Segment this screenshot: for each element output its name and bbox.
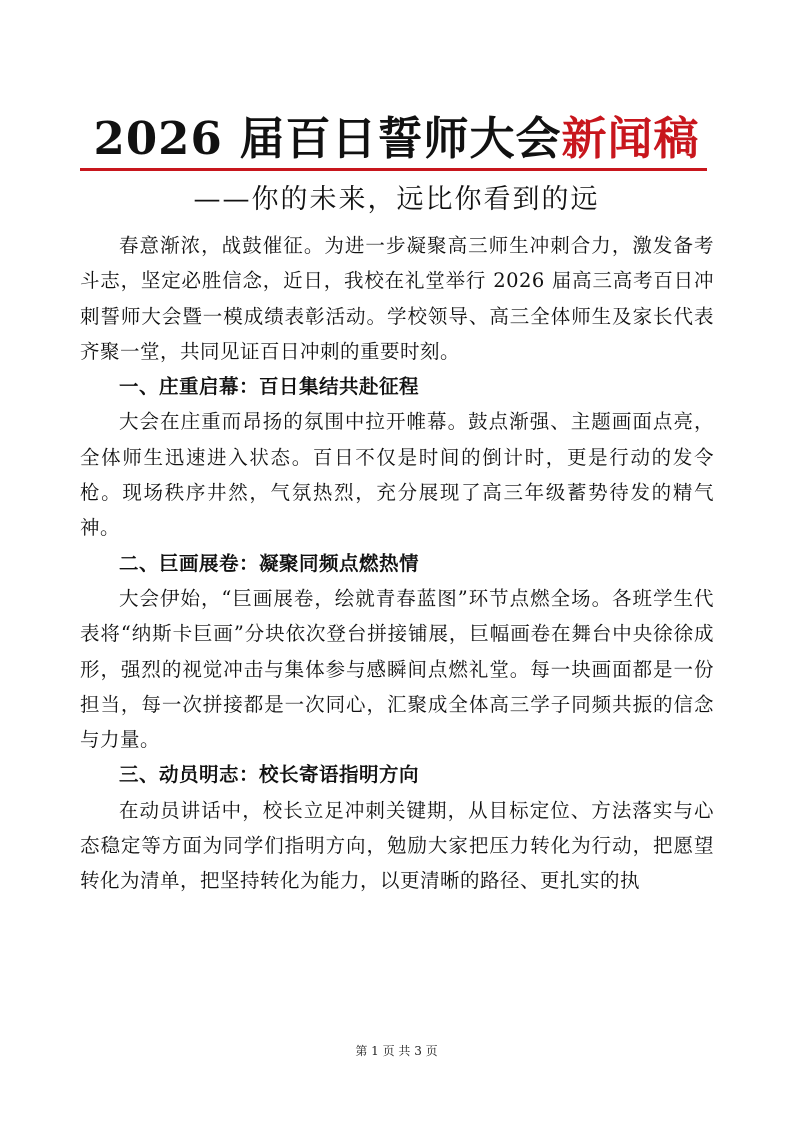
- page-title: [0, 110, 793, 168]
- section-paragraph-3: 在动员讲话中，校长立足冲刺关键期，从目标定位、方法落实与心态稳定等方面为同学们指明方向，勉励大家把压力转化为行动，把愿望转化为清单，把坚持转化为能力，以更清晰的路径、更扎实的执: [80, 798, 714, 893]
- title-main-text: 2026 届百日誓师大会: [93, 112, 562, 165]
- page-subtitle: ——你的未来，远比你看到的远: [193, 184, 600, 215]
- section-paragraph-2: 大会伊始，“巨画展卷，绘就青春蓝图”环节点燃全场。各班学生代表将“纳斯卡巨画”分块依次登台拼接铺展，巨幅画卷在舞台中央徐徐成形，强烈的视觉冲击与集体参与感瞬间点燃礼堂。每一块画面都是一份担当，每一次拼接都是一次同心，汇聚成全体高三学子同频共振的信念与力量。: [80, 586, 714, 752]
- article-body: [80, 228, 714, 899]
- section-heading-1: 一、庄重启幕：百日集结共赴征程: [119, 375, 420, 399]
- intro-paragraph: 春意渐浓，战鼓催征。为进一步凝聚高三师生冲刺合力，激发备考斗志，坚定必胜信念，近日，我校在礼堂举行 2026 届高三高考百日冲刺誓师大会暨一模成绩表彰活动。学校领导、高三全体师生及家长代表齐聚一堂，共同见证百日冲刺的重要时刻。: [80, 234, 714, 363]
- page-number-footer: 第 1 页 共 3 页: [355, 1044, 438, 1058]
- section-heading-3: 三、动员明志：校长寄语指明方向: [119, 763, 420, 787]
- section-paragraph-1: 大会在庄重而昂扬的氛围中拉开帷幕。鼓点渐强、主题画面点亮，全体师生迅速进入状态。百日不仅是时间的倒计时，更是行动的发令枪。现场秩序井然，气氛热烈，充分展现了高三年级蓄势待发的精气神。: [80, 410, 714, 540]
- section-heading-2: 二、巨画展卷：凝聚同频点燃热情: [119, 551, 420, 575]
- title-underline-divider: [80, 168, 707, 171]
- title-highlight-text: 新闻稿: [561, 112, 700, 165]
